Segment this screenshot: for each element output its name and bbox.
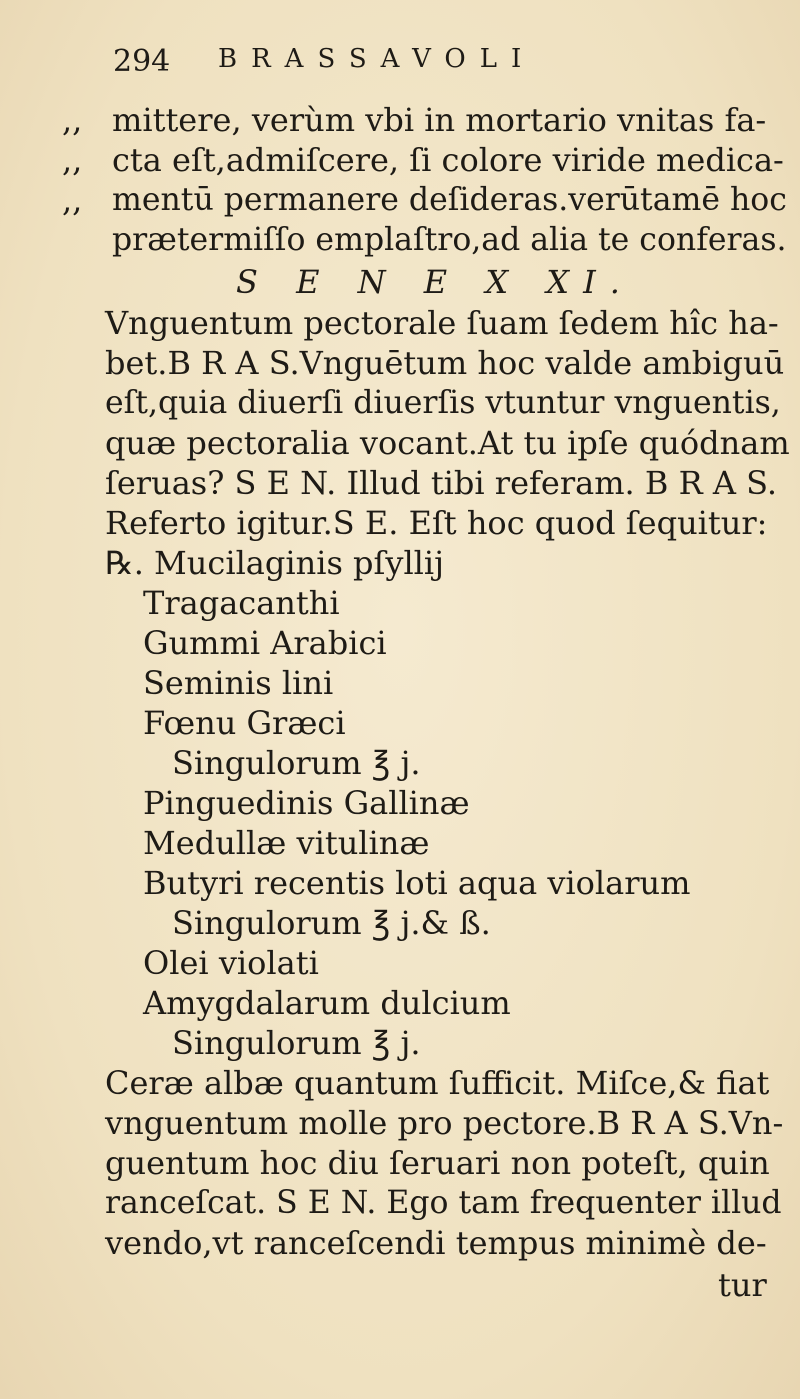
recipe-line: Fœnu Græci: [143, 704, 346, 742]
text-line: eſt,quia diuerſi diuerſis vtuntur vnguentis,: [105, 385, 781, 421]
text-line: Ceræ albæ quantum ſufficit. Miſce,& fiat: [105, 1064, 770, 1102]
recipe-line: Butyri recentis loti aqua violarum: [143, 864, 691, 902]
text-line: bet.B R A S.Vnguētum hoc valde ambiguū: [105, 344, 785, 382]
text-line: ranceſcat. S E N. Ego tam frequenter illud: [105, 1185, 782, 1221]
page-number: 294: [113, 44, 171, 79]
text-line: mentū permanere deſideras.verūtamē hoc: [112, 182, 787, 218]
recipe-line: Gummi Arabici: [143, 624, 387, 662]
recipe-line: ℞. Mucilaginis pſyllij: [105, 544, 445, 582]
recipe-line: Tragacanthi: [143, 584, 340, 622]
text-line: guentum hoc diu ſeruari non poteſt, quin: [105, 1144, 770, 1182]
recipe-line: Singulorum ℥ j.: [172, 744, 421, 782]
quote-mark: ,,: [62, 101, 83, 139]
recipe-line: Olei violati: [143, 944, 319, 982]
text-line: Vnguentum pectorale ſuam ſedem hîc ha-: [105, 304, 779, 342]
text-line: mittere, verùm vbi in mortario vnitas fa-: [112, 101, 767, 139]
recipe-line: Pinguedinis Gallinæ: [143, 784, 470, 822]
quote-mark: ,,: [62, 141, 83, 179]
recipe-line: Singulorum ℥ j.: [172, 1024, 421, 1062]
text-line: quæ pectoralia vocant.At tu ipſe quódnam: [105, 424, 790, 462]
text-line: ſeruas? S E N. Illud tibi referam. B R A S.: [105, 464, 778, 502]
page-header: [0, 44, 800, 84]
text-line: cta eſt,admiſcere, ſi colore viride medica-: [112, 141, 784, 179]
recipe-line: Amygdalarum dulcium: [143, 984, 511, 1022]
text-line: prætermiſſo emplaſtro,ad alia te conferas.: [112, 222, 787, 258]
text-line: vendo,vt ranceſcendi tempus minimè de-: [105, 1224, 767, 1262]
recipe-line: Singulorum ℥ j.& ß.: [172, 904, 491, 942]
text-line: Referto igitur.S E. Eſt hoc quod ſequitur:: [105, 504, 768, 542]
running-head: BRASSAVOLI: [218, 44, 536, 74]
text-line: vnguentum molle pro pectore.B R A S.Vn-: [105, 1104, 784, 1142]
recipe-line: Medullæ vitulinæ: [143, 824, 430, 862]
section-heading: S E N E X XI.: [236, 263, 634, 301]
quote-mark: ,,: [62, 181, 83, 219]
catchword: tur: [718, 1266, 767, 1304]
recipe-line: Seminis lini: [143, 664, 334, 702]
